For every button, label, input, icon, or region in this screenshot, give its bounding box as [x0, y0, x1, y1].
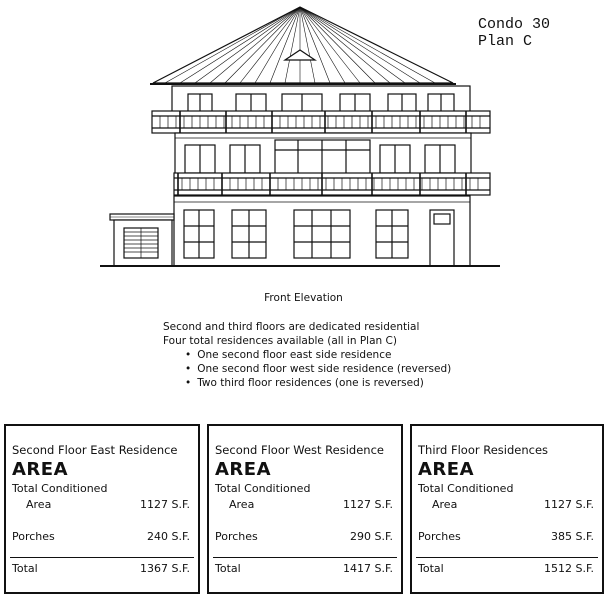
row-value: 1367 S.F.	[139, 562, 190, 575]
card-title: Second Floor East Residence	[12, 443, 178, 457]
roof	[150, 7, 456, 84]
row-value: 1417 S.F.	[342, 562, 393, 575]
card-total-row	[418, 562, 594, 575]
card-area-heading: AREA	[215, 459, 272, 480]
row-value: 1127 S.F.	[543, 498, 594, 511]
notes-bullet: • One second floor east side residence	[163, 348, 451, 362]
row-label: Total	[418, 562, 444, 575]
third-floor-balcony	[152, 111, 490, 133]
area-card-second-floor-west	[207, 424, 403, 594]
card-area-row	[229, 498, 393, 511]
card-total-conditioned-label: Total Conditioned	[215, 482, 311, 495]
card-porches-row	[418, 530, 594, 543]
card-total-conditioned-label: Total Conditioned	[12, 482, 108, 495]
card-area-heading: AREA	[12, 459, 69, 480]
row-label: Porches	[418, 530, 461, 543]
card-total-row	[215, 562, 393, 575]
card-title: Second Floor West Residence	[215, 443, 384, 457]
front-elevation-drawing	[100, 0, 500, 275]
side-pergola	[110, 214, 174, 266]
residence-notes	[163, 320, 451, 390]
card-area-row	[432, 498, 594, 511]
notes-line-2: Four total residences available (all in Plan C)	[163, 335, 397, 347]
upper-level	[172, 86, 470, 114]
row-label: Porches	[12, 530, 55, 543]
card-divider	[416, 557, 598, 558]
card-porches-row	[215, 530, 393, 543]
row-label: Area	[229, 498, 255, 511]
row-label: Area	[26, 498, 52, 511]
notes-bullet: • Two third floor residences (one is reversed)	[163, 376, 451, 390]
row-label: Porches	[215, 530, 258, 543]
second-floor	[175, 133, 471, 175]
second-floor-balcony	[174, 173, 490, 195]
row-value: 385 S.F.	[550, 530, 594, 543]
notes-line-1: Second and third floors are dedicated residential	[163, 321, 420, 333]
card-porches-row	[12, 530, 190, 543]
notes-bullet: • One second floor west side residence (reversed)	[163, 362, 451, 376]
row-label: Total	[12, 562, 38, 575]
row-label: Area	[432, 498, 458, 511]
row-value: 240 S.F.	[146, 530, 190, 543]
plan-name: Plan C	[478, 33, 533, 50]
card-total-row	[12, 562, 190, 575]
row-label: Total	[215, 562, 241, 575]
card-divider	[10, 557, 194, 558]
area-card-third-floor	[410, 424, 604, 594]
card-total-conditioned-label: Total Conditioned	[418, 482, 514, 495]
card-title: Third Floor Residences	[418, 443, 549, 457]
area-card-second-floor-east	[4, 424, 200, 594]
condo-number: Condo 30	[478, 16, 551, 33]
card-area-heading: AREA	[418, 459, 475, 480]
row-value: 1127 S.F.	[342, 498, 393, 511]
elevation-caption: Front Elevation	[264, 292, 343, 304]
card-divider	[213, 557, 397, 558]
card-area-row	[26, 498, 190, 511]
ground-floor	[174, 196, 470, 266]
row-value: 1127 S.F.	[139, 498, 190, 511]
row-value: 290 S.F.	[349, 530, 393, 543]
row-value: 1512 S.F.	[543, 562, 594, 575]
